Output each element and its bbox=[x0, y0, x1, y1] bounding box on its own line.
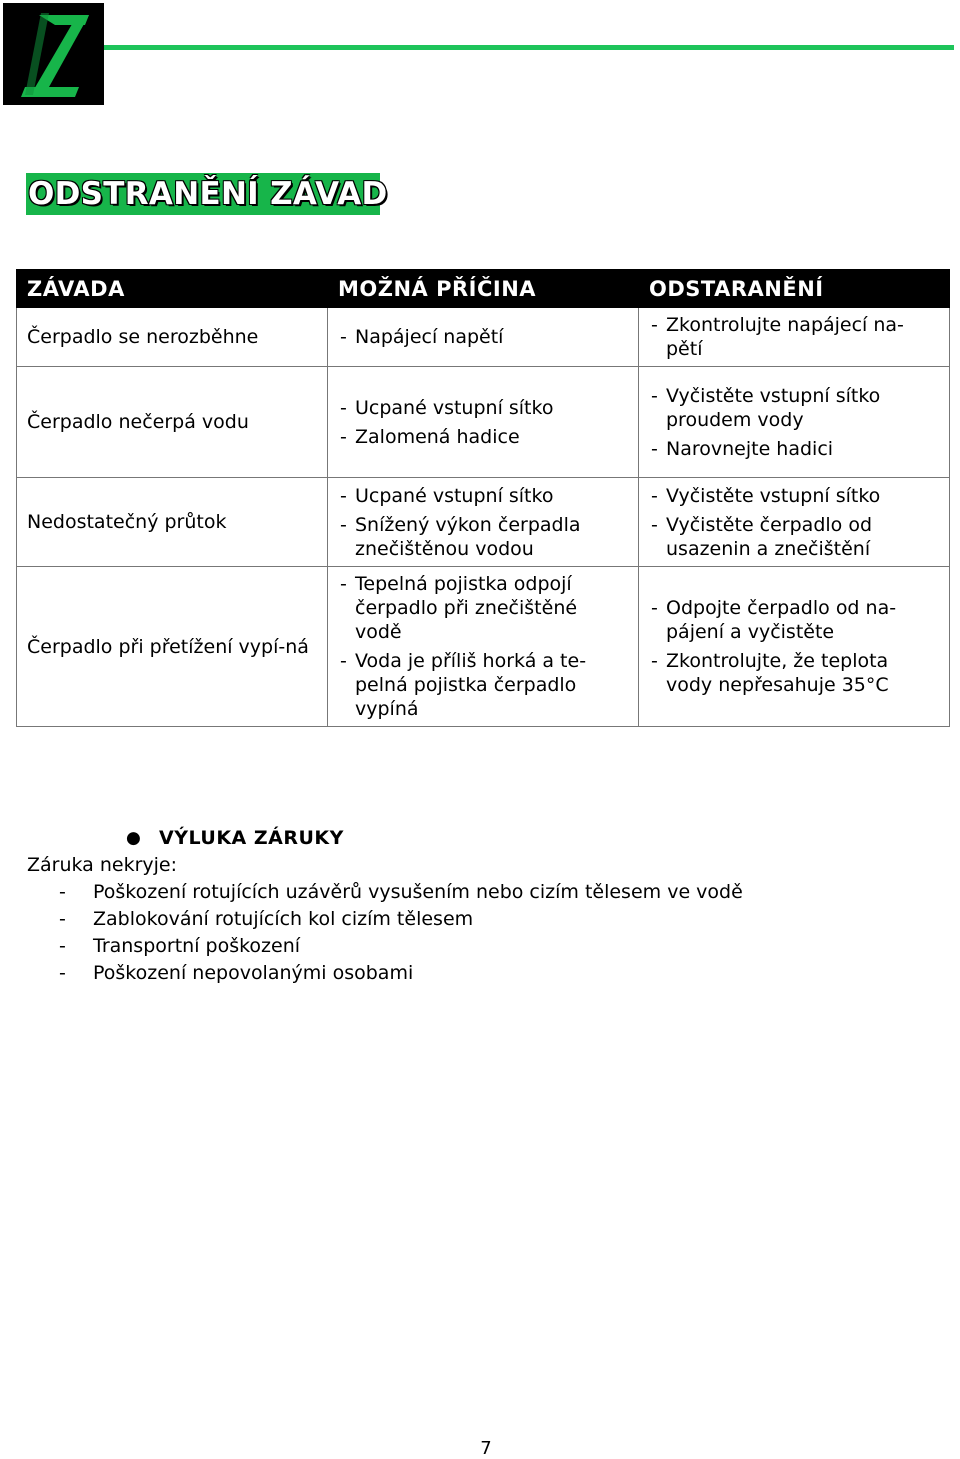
cause-item: - Ucpané vstupní sítko bbox=[340, 396, 554, 419]
column-header-fault: ZÁVADA bbox=[17, 270, 328, 308]
warranty-intro: Záruka nekryje: bbox=[27, 854, 178, 876]
cause-item: - Ucpané vstupní sítko bbox=[340, 484, 554, 507]
remedy-cell bbox=[639, 367, 950, 478]
table-header-row bbox=[17, 270, 950, 308]
fault-cell bbox=[17, 308, 328, 367]
remedy-cell bbox=[639, 308, 950, 367]
fault-text: Nedostatečný průtok bbox=[27, 511, 227, 533]
cause-item: - Napájecí napětí bbox=[340, 326, 504, 348]
remedy-item: - Narovnejte hadici bbox=[651, 437, 834, 460]
table-row bbox=[17, 308, 950, 367]
cause-cell bbox=[328, 567, 639, 727]
table-row bbox=[17, 567, 950, 727]
remedy-item: - Zkontrolujte napájecí na-pětí bbox=[651, 314, 904, 360]
company-logo bbox=[3, 3, 104, 105]
remedy-item: - Zkontrolujte, že teplota vody nepřesahuje 35°C bbox=[651, 650, 889, 696]
warranty-heading: ● VÝLUKA ZÁRUKY bbox=[126, 827, 344, 849]
cause-item: - Snížený výkon čerpadla znečištěnou vodou bbox=[340, 513, 581, 560]
remedy-item: - Vyčistěte čerpadlo od usazenin a znečištění bbox=[651, 513, 873, 560]
table-row bbox=[17, 367, 950, 478]
remedy-item: - Vyčistěte vstupní sítko bbox=[651, 484, 881, 507]
troubleshooting-table bbox=[16, 269, 950, 727]
list-item: - Poškození nepovolanými osobami bbox=[59, 962, 414, 984]
remedy-item: - Vyčistěte vstupní sítko proudem vody bbox=[651, 384, 881, 431]
list-item: - Transportní poškození bbox=[59, 935, 301, 957]
table-row bbox=[17, 478, 950, 567]
fault-cell bbox=[17, 478, 328, 567]
section-title: ODSTRANĚNÍ ZÁVAD bbox=[26, 173, 380, 215]
cause-item: - Tepelná pojistka odpojí čerpadlo při znečištěné vodě bbox=[340, 573, 578, 643]
warranty-exclusions bbox=[27, 826, 743, 987]
remedy-cell bbox=[639, 567, 950, 727]
list-item: - Zablokování rotujících kol cizím tělesem bbox=[59, 908, 474, 930]
z-logo-icon bbox=[3, 3, 104, 105]
remedy-cell bbox=[639, 478, 950, 567]
cause-cell bbox=[328, 367, 639, 478]
cause-cell bbox=[328, 478, 639, 567]
fault-cell bbox=[17, 567, 328, 727]
column-header-remedy: ODSTARANĚNÍ bbox=[639, 270, 950, 308]
remedy-item: - Odpojte čerpadlo od na-pájení a vyčistěte bbox=[651, 597, 897, 643]
fault-cell bbox=[17, 367, 328, 478]
column-header-cause: MOŽNÁ PŘÍČINA bbox=[328, 270, 639, 308]
list-item: - Poškození rotujících uzávěrů vysušením nebo cizím tělesem ve vodě bbox=[59, 881, 743, 903]
bullet-icon: ● bbox=[126, 828, 142, 848]
fault-text: Čerpadlo se nerozběhne bbox=[27, 326, 259, 348]
fault-text: Čerpadlo nečerpá vodu bbox=[27, 411, 249, 433]
header-rule bbox=[104, 45, 954, 50]
page-number: 7 bbox=[480, 1438, 492, 1459]
cause-item: - Zalomená hadice bbox=[340, 425, 520, 448]
cause-cell bbox=[328, 308, 639, 367]
fault-text: Čerpadlo při přetížení vypí-ná bbox=[27, 635, 309, 658]
cause-item: - Voda je příliš horká a te-pelná pojistka čerpadlo vypíná bbox=[340, 650, 587, 720]
